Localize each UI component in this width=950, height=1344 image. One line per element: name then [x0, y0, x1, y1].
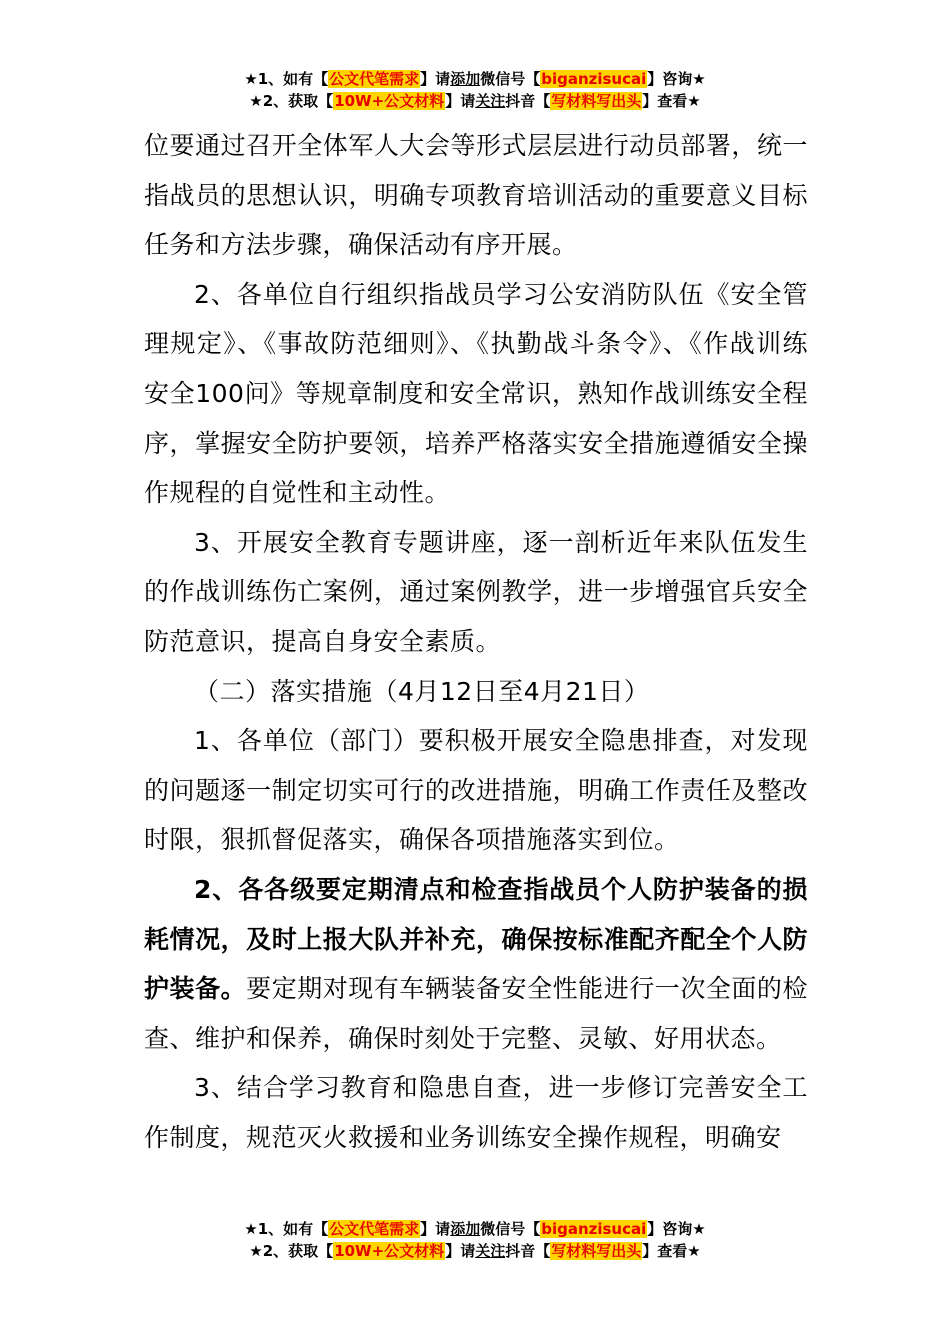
header-line-2-mid: 】请 [445, 92, 476, 110]
paragraph-study-regulations: 2、各单位自行组织指战员学习公安消防队伍《安全管理规定》、《事故防范细则》、《执勤战斗条令》、《作战训练安全100问》等规章制度和安全常识，熟知作战训练安全程序，掌握安全防护要领，培养严格落实安全措施遵循安全操作规程的自觉性和主动性。 [144, 279, 808, 508]
paragraph-safety-lecture: 3、开展安全教育专题讲座，逐一剖析近年来队伍发生的作战训练伤亡案例，通过案例教学，进一步增强官兵安全防范意识，提高自身安全素质。 [144, 527, 808, 656]
header-line-2-highlight-2: 写材料写出头 [551, 92, 642, 110]
footer-line-1-highlight-1: 公文代笔需求 [329, 1220, 420, 1238]
footer-line-2-mid2: 抖音【 [505, 1242, 551, 1260]
footer-line-2-prefix: ★2、获取【 [249, 1242, 334, 1260]
footer-line-1-prefix: ★1、如有【 [244, 1220, 329, 1238]
header-line-2 [0, 90, 950, 112]
header-banner [0, 68, 950, 112]
paragraph-continued: 位要通过召开全体军人大会等形式层层进行动员部署，统一指战员的思想认识，明确专项教育培训活动的重要意义目标任务和方法步骤，确保活动有序开展。 [144, 131, 808, 260]
header-line-1-highlight-2: biganzisucai [541, 70, 647, 88]
footer-banner [0, 1218, 950, 1262]
footer-line-1 [0, 1218, 950, 1240]
footer-line-2-suffix: 】查看★ [642, 1242, 701, 1260]
footer-line-2-mid: 】请 [445, 1242, 476, 1260]
header-line-1-suffix: 】咨询★ [647, 70, 706, 88]
footer-line-1-highlight-2: biganzisucai [541, 1220, 647, 1238]
header-line-1-mid: 】请 [420, 70, 451, 88]
header-line-1-mid2: 微信号【 [480, 70, 541, 88]
document-body [144, 121, 808, 1162]
header-line-1 [0, 68, 950, 90]
paragraph-revise-rules: 3、结合学习教育和隐患自查，进一步修订完善安全工作制度，规范灭火救援和业务训练安全操作规程，明确安 [144, 1073, 808, 1152]
footer-line-1-mid: 】请 [420, 1220, 451, 1238]
header-line-1-highlight-1: 公文代笔需求 [329, 70, 420, 88]
header-line-2-highlight-1: 10W+公文材料 [334, 92, 445, 110]
section-heading-measures: （二）落实措施（4月12日至4月21日） [194, 676, 650, 706]
footer-line-2-underline: 关注 [475, 1242, 506, 1260]
footer-line-1-underline: 添加 [450, 1220, 481, 1238]
paragraph-equipment-bold: 2、各各级要定期清点和检查指战员个人防护装备的损耗情况，及时上报大队并补充，确保按标准配齐配全个人防护装备。 [144, 874, 808, 1004]
paragraph-equipment [144, 865, 808, 1063]
header-line-1-underline: 添加 [450, 70, 481, 88]
footer-line-2-highlight-2: 写材料写出头 [551, 1242, 642, 1260]
footer-line-2 [0, 1240, 950, 1262]
header-line-2-mid2: 抖音【 [505, 92, 551, 110]
paragraph-equipment-rest: 要定期对现有车辆装备安全性能进行一次全面的检查、维护和保养，确保时刻处于完整、灵敏、好用状态。 [144, 974, 808, 1053]
header-line-2-prefix: ★2、获取【 [249, 92, 334, 110]
footer-line-2-highlight-1: 10W+公文材料 [334, 1242, 445, 1260]
header-line-2-suffix: 】查看★ [642, 92, 701, 110]
header-line-2-underline: 关注 [475, 92, 506, 110]
header-line-1-prefix: ★1、如有【 [244, 70, 329, 88]
footer-line-1-suffix: 】咨询★ [647, 1220, 706, 1238]
paragraph-hazard-check: 1、各单位（部门）要积极开展安全隐患排查，对发现的问题逐一制定切实可行的改进措施，明确工作责任及整改时限，狠抓督促落实，确保各项措施落实到位。 [144, 726, 808, 855]
footer-line-1-mid2: 微信号【 [480, 1220, 541, 1238]
